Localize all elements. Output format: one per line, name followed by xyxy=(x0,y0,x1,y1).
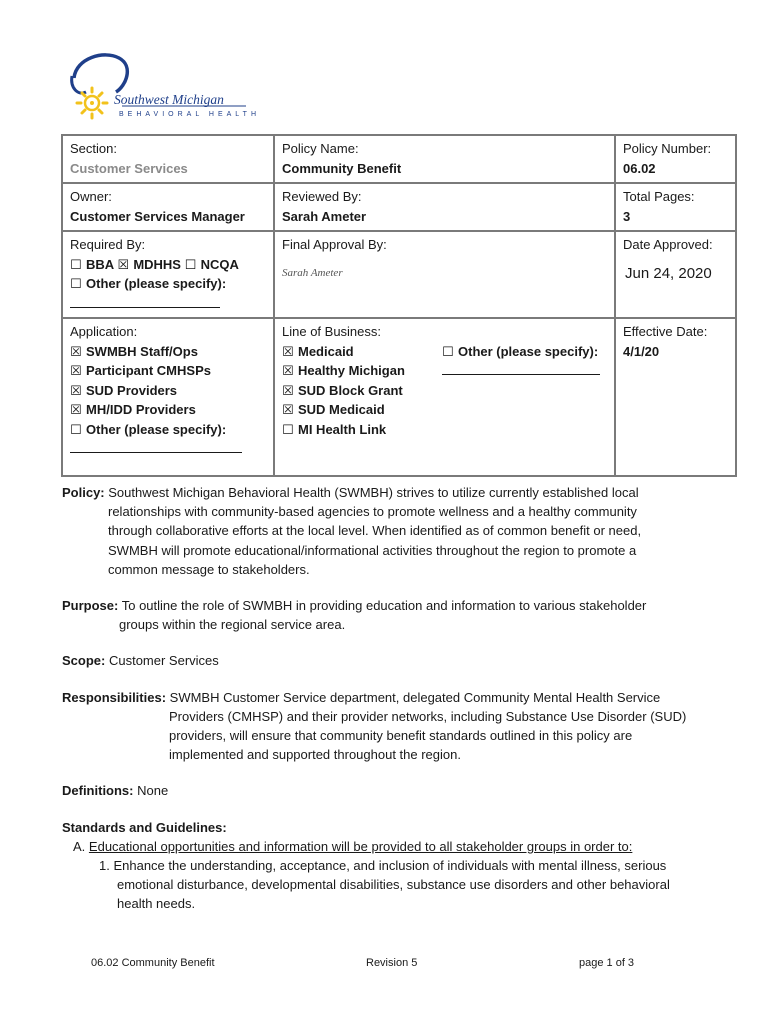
responsibilities-section: Responsibilities: SWMBH Customer Service department, delegated Community Mental Health Service Providers (CMHSP) and their provider networks, including Substance Use Disorder (SUD) providers, will ensure that community benefit standards outlined in this policy are implemented and supported throughout the region. xyxy=(62,689,687,763)
mdhhs-checkbox[interactable]: ☒ xyxy=(117,256,130,272)
footer-page-number: page 1 of 3 xyxy=(579,957,635,969)
application-item: ☒ MH/IDD Providers xyxy=(70,400,266,420)
scope-heading: Scope: xyxy=(62,653,106,669)
responsibilities-heading: Responsibilities: xyxy=(62,689,167,705)
footer-left: 06.02 Community Benefit xyxy=(91,957,215,969)
application-item: ☒ SUD Providers xyxy=(70,381,266,401)
lob-label: Line of Business: xyxy=(282,324,382,339)
purpose-heading: Purpose: xyxy=(62,598,119,614)
checkbox[interactable]: ☒ xyxy=(70,343,82,359)
section-label: Section: xyxy=(70,141,117,156)
total-pages-cell xyxy=(615,183,736,231)
standard-a: A. Educational opportunities and information will be provided to all stakeholder groups in order to: xyxy=(73,838,633,854)
application-cell xyxy=(62,318,274,476)
reviewed-value: Sarah Ameter xyxy=(282,208,367,224)
policy-number-cell xyxy=(615,135,736,183)
lob-item: ☐ MI Health Link xyxy=(282,420,442,440)
policy-heading: Policy: xyxy=(62,485,105,500)
policy-number-label: Policy Number: xyxy=(623,141,712,156)
application-item: ☒ SWMBH Staff/Ops xyxy=(70,342,266,362)
lob-other-line[interactable] xyxy=(442,362,600,375)
logo-subtitle: BEHAVIORAL HEALTH xyxy=(119,111,261,118)
date-approved-label: Date Approved: xyxy=(623,237,713,252)
section-cell xyxy=(62,135,274,183)
application-item: ☐ Other (please specify): xyxy=(70,420,266,440)
swmbh-logo xyxy=(64,48,261,128)
checkbox[interactable]: ☒ xyxy=(70,363,82,378)
date-approved-cell xyxy=(615,231,736,318)
standard-a-1: 1. Enhance the understanding, acceptance, and inclusion of individuals with mental illness, serious emotional disturbance, developmental disabilities, substance use disorders and other behavioral health needs. xyxy=(99,858,670,912)
lob-item: ☒ Healthy Michigan xyxy=(282,361,442,381)
policy-name-value: Community Benefit xyxy=(282,160,402,176)
reviewed-label: Reviewed By: xyxy=(282,189,362,204)
lob-item: ☒ SUD Block Grant xyxy=(282,381,442,401)
total-pages-value: 3 xyxy=(623,208,631,224)
owner-value: Customer Services Manager xyxy=(70,208,245,224)
line-of-business-cell xyxy=(274,318,615,476)
definitions-heading: Definitions: xyxy=(62,783,134,799)
owner-label: Owner: xyxy=(70,189,112,204)
checkbox[interactable]: ☒ xyxy=(70,382,82,398)
signature: Sarah Ameter xyxy=(282,266,343,279)
effective-date-cell xyxy=(615,318,736,476)
standards-heading: Standards and Guidelines: xyxy=(62,819,227,835)
checkbox[interactable]: ☐ xyxy=(282,421,294,437)
reviewed-cell xyxy=(274,183,615,231)
logo-name: Southwest Michigan xyxy=(114,92,224,107)
policy-header-table xyxy=(61,134,737,477)
purpose-section: Purpose: To outline the role of SWMBH in providing education and information to various stakeholder groups within the regional service area. xyxy=(62,598,647,633)
bba-label: BBA xyxy=(86,256,114,272)
final-approval-cell xyxy=(274,231,615,318)
required-other-checkbox[interactable]: ☐ xyxy=(70,276,82,291)
final-approval-label: Final Approval By: xyxy=(282,237,387,252)
ncqa-checkbox[interactable]: ☐ xyxy=(184,256,197,272)
date-approved-value: Jun 24, 2020 xyxy=(625,264,712,282)
standards-section xyxy=(62,818,722,914)
application-other-line[interactable] xyxy=(70,440,242,453)
ncqa-label: NCQA xyxy=(200,256,239,272)
policy-name-label: Policy Name: xyxy=(282,141,359,156)
policy-number-value: 06.02 xyxy=(623,160,656,176)
policy-body xyxy=(62,483,722,931)
lob-other-checkbox[interactable]: ☐ xyxy=(442,343,454,359)
mdhhs-label: MDHHS xyxy=(133,256,181,272)
bba-checkbox[interactable]: ☐ xyxy=(70,256,82,272)
scope-section: Scope: Customer Services xyxy=(62,653,219,669)
lob-item: ☒ SUD Medicaid xyxy=(282,400,442,420)
required-other-label: Other (please specify): xyxy=(86,276,227,291)
section-value: Customer Services xyxy=(70,160,188,176)
checkbox[interactable]: ☒ xyxy=(282,343,294,359)
lob-other-item: ☐ Other (please specify): xyxy=(442,342,602,362)
application-item: ☒ Participant CMHSPs xyxy=(70,361,266,381)
policy-section: Policy: Southwest Michigan Behavioral Health (SWMBH) strives to utilize currently established local relationships with community-based agencies to promote wellness and a healthy community through collaborative efforts at the local level. When identified as of common benefit or need, SWMBH will promote educational/informational activities throughout the region to promote a common message to stakeholders. xyxy=(62,485,642,577)
required-other-line[interactable] xyxy=(70,295,220,308)
effective-value: 4/1/20 xyxy=(623,343,660,359)
required-by-cell xyxy=(62,231,274,318)
footer-center: Revision 5 xyxy=(366,957,418,969)
checkbox[interactable]: ☒ xyxy=(282,363,294,378)
application-label: Application: xyxy=(70,324,138,339)
checkbox[interactable]: ☒ xyxy=(70,402,82,417)
total-pages-label: Total Pages: xyxy=(623,189,695,204)
owner-cell xyxy=(62,183,274,231)
checkbox[interactable]: ☐ xyxy=(70,421,82,437)
required-by-label: Required By: xyxy=(70,237,146,252)
checkbox[interactable]: ☒ xyxy=(282,382,294,398)
checkbox[interactable]: ☒ xyxy=(282,402,294,417)
lob-item: ☒ Medicaid xyxy=(282,342,442,362)
policy-name-cell xyxy=(274,135,615,183)
definitions-section: Definitions: None xyxy=(62,783,169,799)
effective-label: Effective Date: xyxy=(623,324,708,339)
